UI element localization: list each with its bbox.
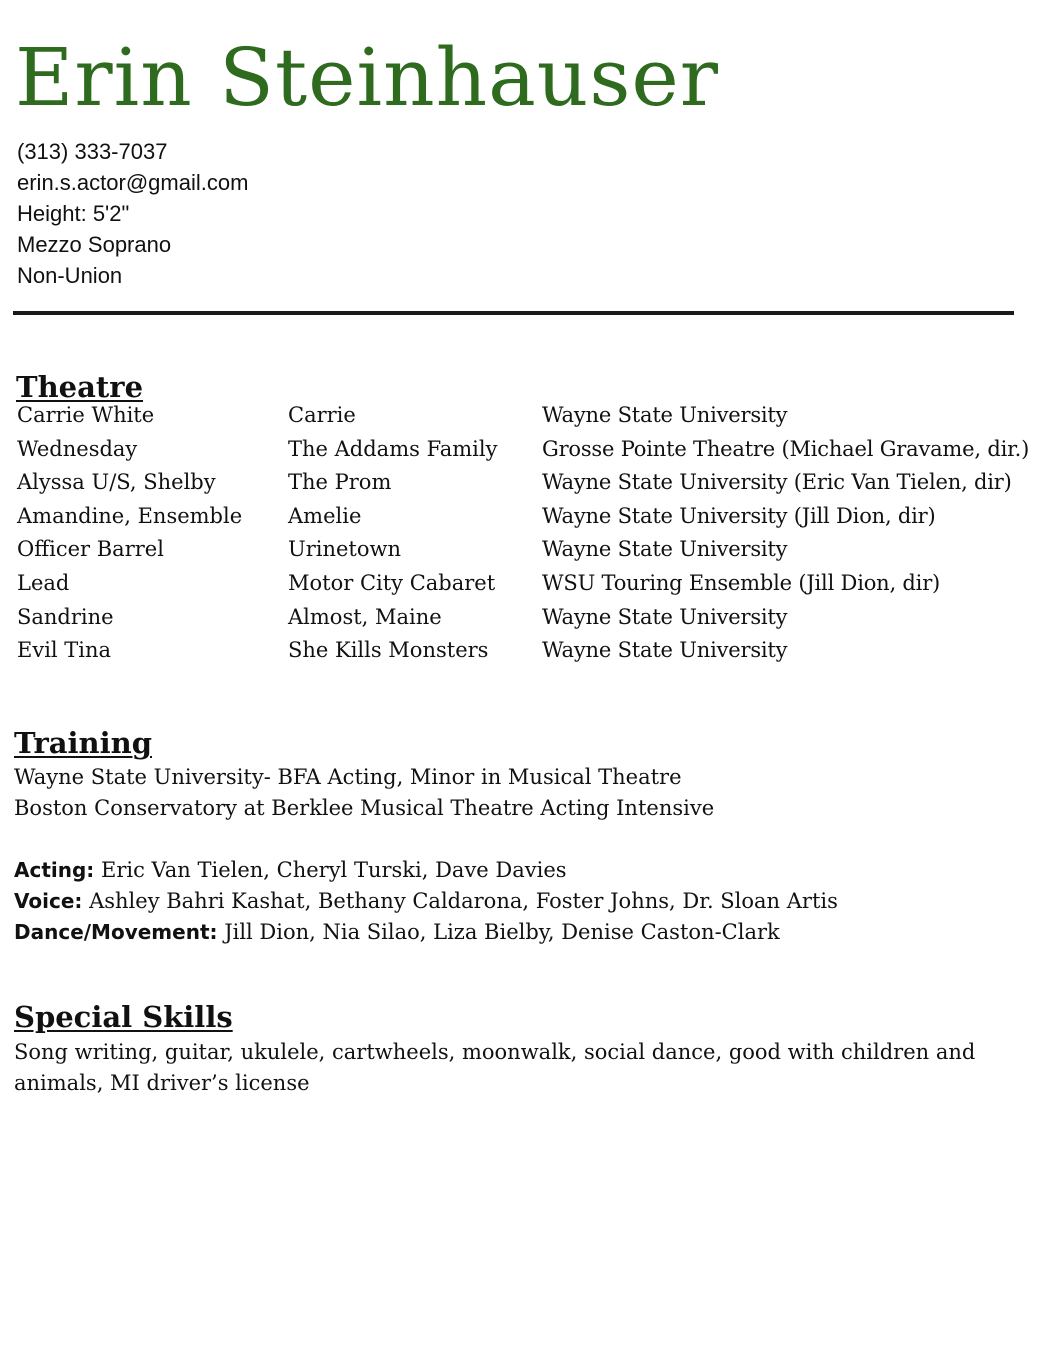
credit-row [17, 601, 1048, 635]
credit-venue: Wayne State University [542, 537, 788, 562]
teacher-line-dance [14, 917, 838, 948]
credit-role: Amandine, Ensemble [17, 503, 243, 528]
special-skills [14, 1037, 1014, 1099]
credit-show: Almost, Maine [288, 604, 442, 629]
training-heading: Training [14, 726, 153, 760]
credit-row [17, 466, 1048, 500]
credit-role: Officer Barrel [17, 537, 164, 562]
credit-venue: Grosse Pointe Theatre (Michael Gravame, dir.) [542, 436, 1030, 461]
credit-venue: Wayne State University [542, 403, 788, 427]
credit-show: The Addams Family [288, 436, 498, 461]
teacher-line-voice [14, 886, 838, 917]
actor-name: Erin Steinhauser [15, 31, 719, 124]
credit-row [17, 567, 1048, 601]
credit-show: Urinetown [288, 537, 401, 562]
credit-venue: Wayne State University [542, 638, 788, 663]
credit-venue: Wayne State University (Eric Van Tielen, dir) [542, 470, 1012, 495]
teacher-label: Acting: [14, 858, 95, 882]
email-address: erin.s.actor@gmail.com [17, 170, 249, 195]
training-program: Wayne State University- BFA Acting, Minor in Musical Theatre [14, 765, 682, 789]
header-divider [13, 311, 1014, 315]
teacher-names: Jill Dion, Nia Silao, Liza Bielby, Denise Caston-Clark [217, 920, 780, 944]
credit-show: The Prom [288, 470, 392, 495]
skills-line: Song writing, guitar, ukulele, cartwheels, moonwalk, social dance, good with children and [14, 1040, 976, 1064]
teacher-label: Dance/Movement: [14, 920, 218, 944]
theatre-heading: Theatre [16, 370, 144, 404]
credit-venue: Wayne State University [542, 604, 788, 629]
credit-role: Sandrine [17, 604, 114, 629]
credit-show: Motor City Cabaret [288, 570, 496, 595]
height: Height: 5'2" [17, 201, 130, 226]
teacher-names: Ashley Bahri Kashat, Bethany Caldarona, Foster Johns, Dr. Sloan Artis [82, 889, 838, 913]
skills-line: animals, MI driver’s license [14, 1071, 310, 1095]
training-program: Boston Conservatory at Berklee Musical Theatre Acting Intensive [14, 796, 715, 820]
union-status: Non-Union [17, 263, 123, 288]
credit-show: Carrie [288, 403, 356, 427]
teacher-label: Voice: [14, 889, 83, 913]
contact-info [17, 136, 248, 291]
training-teachers [14, 855, 838, 948]
teacher-line-acting [14, 855, 838, 886]
credit-role: Lead [17, 570, 70, 595]
credit-row [17, 500, 1048, 534]
credit-role: Alyssa U/S, Shelby [17, 470, 216, 495]
credit-role: Evil Tina [17, 638, 112, 663]
credit-row [17, 399, 1048, 433]
credit-show: She Kills Monsters [288, 638, 489, 663]
special-skills-heading: Special Skills [14, 1000, 233, 1034]
phone-number: (313) 333-7037 [17, 139, 168, 164]
theatre-credits [17, 399, 1048, 668]
training-programs [14, 762, 714, 824]
credit-row [17, 533, 1048, 567]
credit-role: Wednesday [17, 436, 138, 461]
credit-row [17, 433, 1048, 467]
credit-role: Carrie White [17, 403, 155, 427]
credit-show: Amelie [288, 503, 362, 528]
credit-venue: WSU Touring Ensemble (Jill Dion, dir) [542, 570, 941, 595]
teacher-names: Eric Van Tielen, Cheryl Turski, Dave Davies [94, 858, 567, 882]
credit-venue: Wayne State University (Jill Dion, dir) [542, 503, 936, 528]
credit-row [17, 634, 1048, 668]
voice-type: Mezzo Soprano [17, 232, 172, 257]
